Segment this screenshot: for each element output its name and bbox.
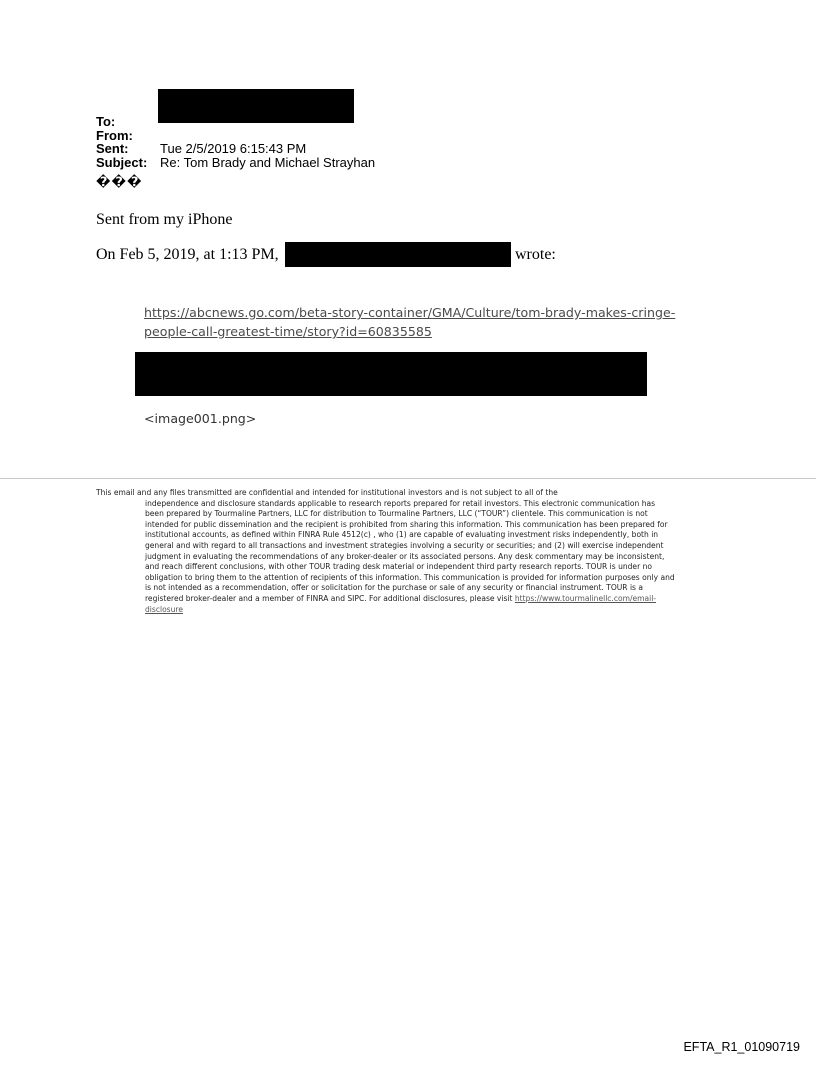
document-id: EFTA_R1_01090719 <box>683 1040 800 1054</box>
sent-label: Sent: <box>96 141 129 156</box>
disclaimer-body <box>96 499 676 616</box>
replacement-glyphs: ��� <box>96 175 143 190</box>
disclosure-link[interactable]: https://www.tourmalinellc.com/email-disclosure <box>145 593 657 614</box>
redaction-sender <box>285 242 511 267</box>
disclaimer-first-line: This email and any files transmitted are confidential and intended for institutional investors and is not subject to all of the <box>96 488 558 497</box>
reply-intro-suffix: wrote: <box>515 246 556 263</box>
signature-line: Sent from my iPhone <box>96 211 233 228</box>
redaction-block <box>135 352 647 396</box>
attachment-placeholder: <image001.png> <box>144 411 257 426</box>
subject-value: Re: Tom Brady and Michael Strayhan <box>160 154 376 170</box>
redaction-recipient <box>158 89 354 123</box>
disclaimer-text: independence and disclosure standards applicable to research reports prepared for retail investors. This electronic communication has been prepared by Tourmaline Partners, LLC for distribution to Tourmaline Partners, LLC (“TOUR”) clientele. This communication is not intended for public dissemination and the recipient is prohibited from sharing this information. This communication has been prepared for institutional accounts, as defined within FINRA Rule 4512(c) , who (1) are capable of evaluating investment risks independently, both in general and with regard to all transactions and investment strategies involving a security or securities; and (2) will exercise independent judgment in evaluating the recommendations of any broker-dealer or its associated persons. Any desk commentary may be inconsistent, and reach different conclusions, with other TOUR trading desk material or independent third party research reports. TOUR is under no obligation to bring them to the attention of recipients of this information. This communication is provided for information purposes only and is not intended as a recommendation, offer or solicitation for the purchase or sale of any security or financial instrument. TOUR is a registered broker-dealer and a member of FINRA and SIPC. For additional disclosures, please visit <box>145 498 675 603</box>
sent-value: Tue 2/5/2019 6:15:43 PM <box>160 141 307 156</box>
disclaimer <box>96 488 676 615</box>
to-label: To: <box>96 114 116 129</box>
from-row <box>96 129 375 143</box>
from-label: From: <box>96 127 133 143</box>
subject-row <box>96 156 375 170</box>
subject-label: Subject: <box>96 154 148 170</box>
disclaimer-divider <box>0 478 816 479</box>
sent-row <box>96 142 375 156</box>
article-link[interactable]: https://abcnews.go.com/beta-story-container/GMA/Culture/tom-brady-makes-cringe-people-call-greatest-time/story?id=60835585 <box>144 305 676 339</box>
reply-intro-prefix: On Feb 5, 2019, at 1:13 PM, <box>96 246 279 263</box>
email-header <box>96 115 375 169</box>
